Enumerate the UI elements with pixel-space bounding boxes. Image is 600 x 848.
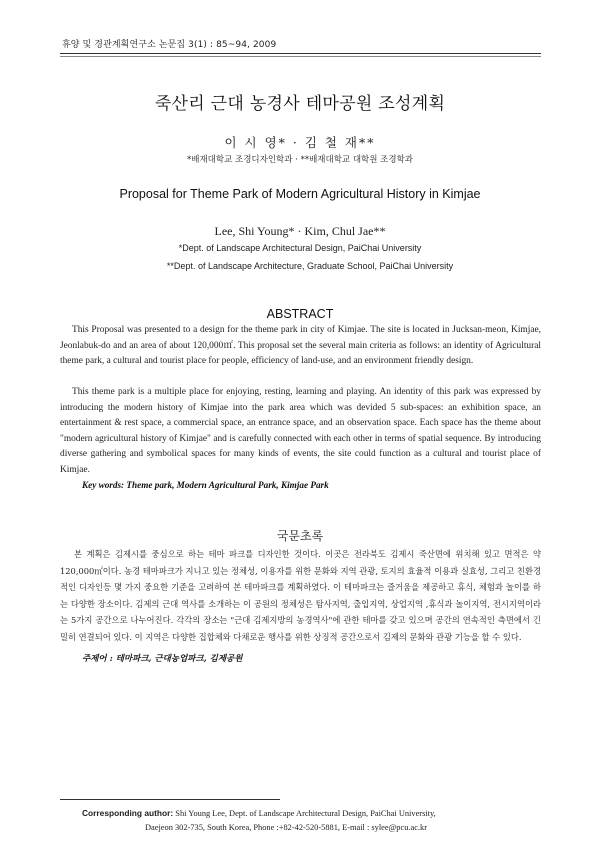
footnote-line-1: Shi Young Lee, Dept. of Landscape Architectural Design, PaiChai University, (175, 809, 436, 818)
footnote-rule (60, 799, 280, 800)
corresponding-author-footnote (82, 806, 436, 835)
abstract-keywords: Key words: Theme park, Modern Agricultural Park, Kimjae Park (82, 480, 329, 490)
abstract-heading: ABSTRACT (266, 307, 334, 321)
affiliation-korean: *배재대학교 조경디자인학과 · **배재대학교 대학원 조경학과 (186, 155, 414, 165)
authors-korean: 이 시 영* · 김 철 재** (224, 135, 376, 150)
authors-english: Lee, Shi Young* · Kim, Chul Jae** (214, 224, 386, 238)
abstract-paragraph-2: This theme park is a multiple place for enjoying, resting, learning and playing. An identity of this park was expressed by introducing the modern history of Kimjae into the park area which was devided 5 sub-spaces: an exhibition space, an entertainment & rest space, a commercial space, an entrance space, and an observation space. Each space has the theme about "modern agricultural history of Kimjae" and is carefully connected with each other in terms of spatial sequence. By introducing diverse gathering and symbolical spaces for many kinds of events, the site could function as a cultural and tourist place of Kimjae. (60, 387, 541, 475)
header-rule-thin (60, 56, 541, 57)
footnote-line-2: Daejeon 302-735, South Korea, Phone :+82-42-520-5881, E-mail : sylee@pcu.ac.kr (145, 823, 427, 832)
korean-keywords: 주제어 : 테마파크, 근대농업파크, 김제공원 (82, 654, 243, 664)
title-english: Proposal for Theme Park of Modern Agricultural History in Kimjae (119, 187, 481, 201)
korean-abstract-heading: 국문초록 (276, 529, 324, 543)
footnote-label: Corresponding author: (82, 808, 174, 818)
affiliation-english-2: **Dept. of Landscape Architecture, Graduate School, PaiChai University (166, 261, 454, 271)
header-rule (60, 53, 541, 54)
journal-header: 휴양 및 경관계획연구소 논문집 3(1) : 85~94, 2009 (62, 40, 277, 50)
title-korean: 죽산리 근대 농경사 테마공원 조성계획 (154, 94, 446, 114)
abstract-paragraph-1: This Proposal was presented to a design for the theme park in city of Kimjae. The site is located in Jucksan-meon, Kimjae, Jeonlabuk-do and an area of about 120,000㎡. This proposal set the several main criteria as follows: an identity of Agricultural theme park, a cultural and tourist place for people, efficiency of land-use, and an environment friendly design. (60, 325, 541, 366)
affiliation-english-1: *Dept. of Landscape Architectural Design, PaiChai University (178, 243, 422, 253)
korean-abstract-paragraph: 본 계획은 김제시를 중심으로 하는 테마 파크를 디자인한 것이다. 이곳은 전라북도 김제시 죽산면에 위치해 있고 면적은 약 120,000㎡이다. 농경 테마파크가 지니고 있는 정체성, 이용자를 위한 문화와 지역 관광, 토지의 효율적 이용과 실효성, 그리고 친환경적인 디자인등 몇 가지 중요한 기준을 고려하여 본 테마파크를 계획하였다. 이 테마파크는 즐거움을 제공하고 휴식, 체험과 놀이를 하는 다양한 장소이다. 김제의 근대 역사를 소개하는 이 공원의 정체성은 탐사지역, 출입지역, 상업지역 ,휴식과 놀이지역, 전시지역이라는 5가지 공간으로 나누어진다. 각각의 장소는 "근대 김제지방의 농경역사"에 관한 테마를 갖고 있으며 공간의 연속적인 측면에서 긴밀히 연결되어 있다. 이 지역은 다양한 집합체와 다채로운 행사를 위한 상징적 공간으로서 김제의 문화와 관광 기능을 할 수 있다. (60, 549, 541, 642)
